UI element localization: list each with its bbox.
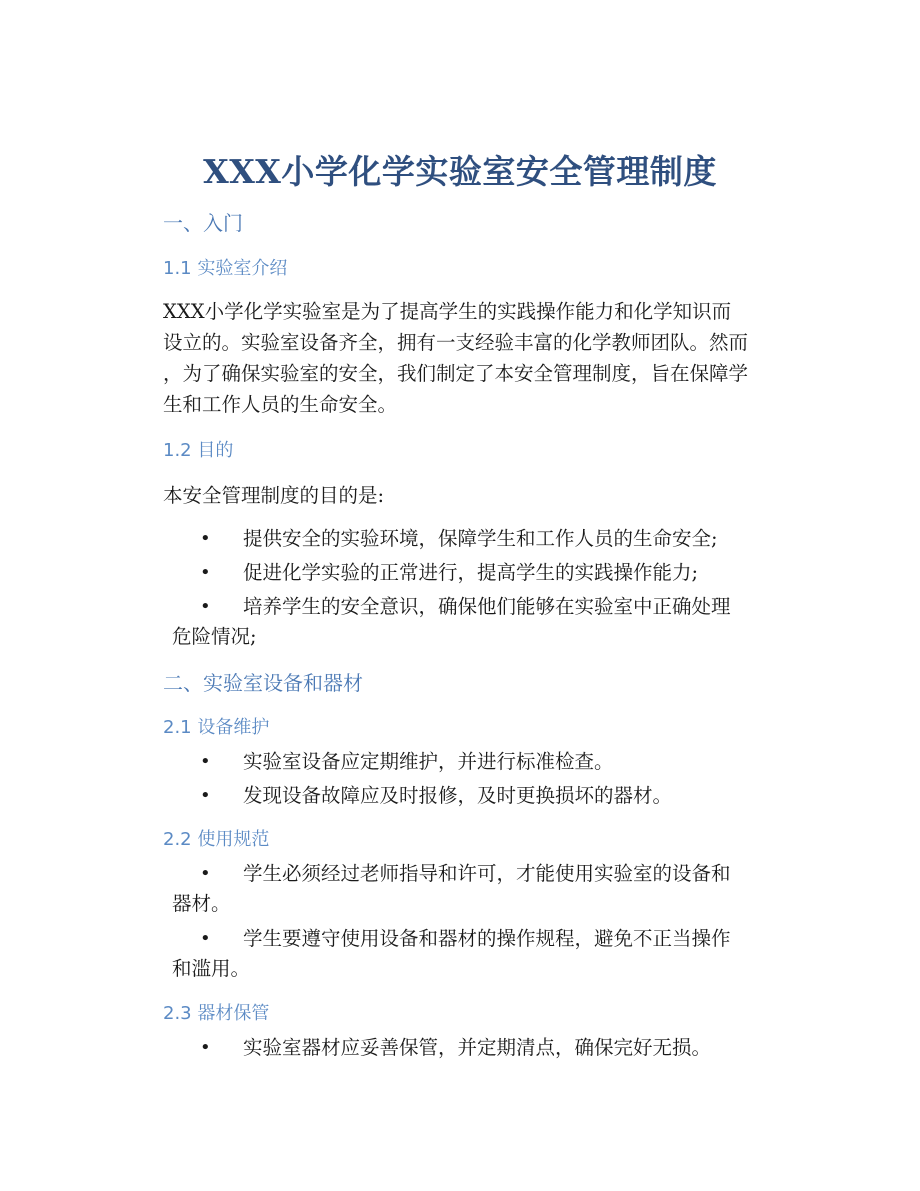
bullet-item-continuation: 危险情况; [172, 625, 257, 648]
section-heading-equipment: 二、实验室设备和器材 [163, 671, 363, 695]
bullet-marker: • [200, 1037, 211, 1058]
section-heading-intro: 一、入门 [163, 211, 243, 235]
bullet-item: 实验室器材应妥善保管，并定期清点，确保完好无损。 [243, 1036, 712, 1059]
bullet-item: 培养学生的安全意识，确保他们能够在实验室中正确处理 [243, 595, 731, 618]
bullet-item: 促进化学实验的正常进行，提高学生的实践操作能力; [243, 561, 699, 584]
paragraph-purpose-intro [163, 480, 783, 511]
bullet-marker: • [200, 528, 211, 549]
bullet-item: 提供安全的实验环境，保障学生和工作人员的生命安全; [243, 527, 718, 550]
subsection-heading-lab-intro: 1.1 实验室介绍 [163, 258, 288, 279]
bullet-item-continuation: 和滥用。 [172, 957, 251, 980]
bullet-item: 实验室设备应定期维护，并进行标准检查。 [243, 750, 614, 773]
bullet-marker: • [200, 751, 211, 772]
paragraph-line: ，为了确保实验室的安全，我们制定了本安全管理制度，旨在保障学 [163, 362, 749, 385]
paragraph-line: 生和工作人员的生命安全。 [163, 393, 398, 416]
bullet-marker: • [200, 928, 211, 949]
paragraph-line: 本安全管理制度的目的是: [163, 484, 385, 507]
bullet-marker: • [200, 863, 211, 884]
document-title: XXX小学化学实验室安全管理制度 [203, 152, 717, 191]
subsection-heading-storage: 2.3 器材保管 [163, 1003, 270, 1024]
paragraph-line: 设立的。实验室设备齐全，拥有一支经验丰富的化学教师团队。然而 [163, 331, 749, 354]
paragraph-lab-intro [163, 296, 783, 420]
bullet-marker: • [200, 596, 211, 617]
bullet-item-continuation: 器材。 [172, 892, 231, 915]
bullet-marker: • [200, 785, 211, 806]
subsection-heading-maintenance: 2.1 设备维护 [163, 717, 270, 738]
bullet-item: 发现设备故障应及时报修，及时更换损坏的器材。 [243, 784, 673, 807]
paragraph-line: XXX小学化学实验室是为了提高学生的实践操作能力和化学知识而 [163, 300, 732, 323]
bullet-marker: • [200, 562, 211, 583]
subsection-heading-usage: 2.2 使用规范 [163, 829, 270, 850]
subsection-heading-purpose: 1.2 目的 [163, 440, 234, 461]
bullet-item: 学生要遵守使用设备和器材的操作规程，避免不正当操作 [243, 927, 731, 950]
bullet-item: 学生必须经过老师指导和许可，才能使用实验室的设备和 [243, 862, 731, 885]
